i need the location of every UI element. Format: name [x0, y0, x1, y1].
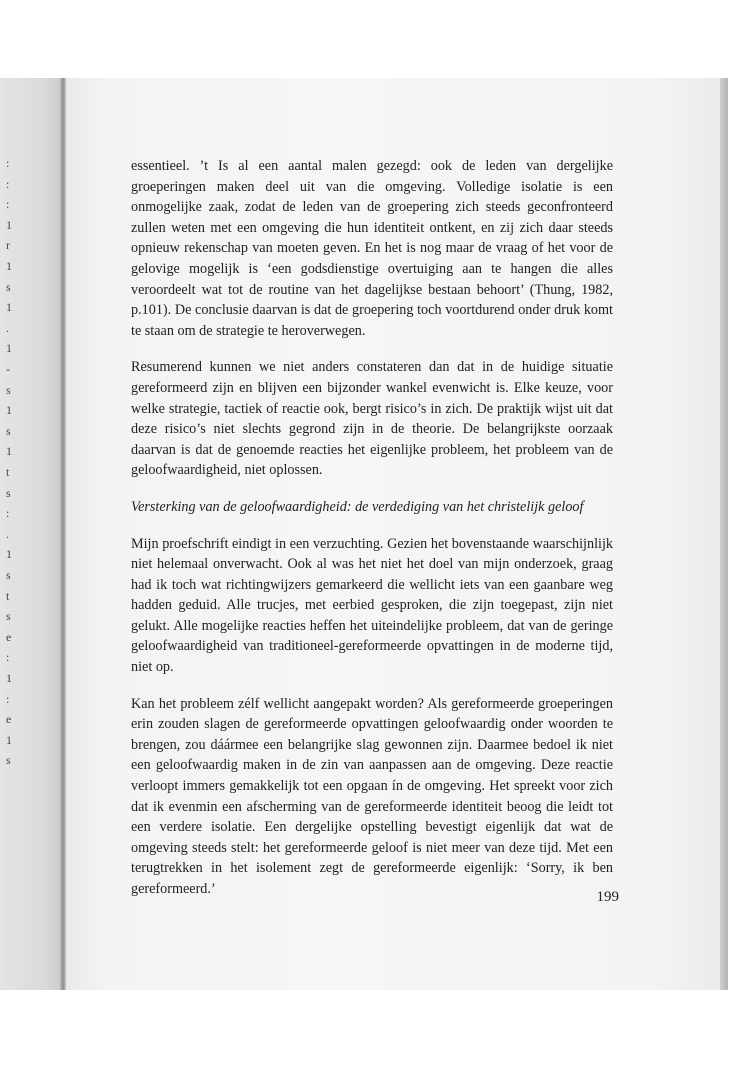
- paragraph: Mijn proefschrift eindigt in een verzuchting. Gezien het bovenstaande waarschijnlijk niet helemaal onverwacht. Ook al was het niet het doel van mijn onderzoek, graag had ik toch wat richtingwijzers gemarkeerd die wellicht iets van een gaanbare weg hadden geduid. Alle trucjes, met eerbied gesproken, die zijn toegepast, zijn niet gelukt. Alle mogelijke reacties heffen het uiteindelijke probleem, dat van de geringe geloofwaardigheid van traditioneel-gereformeerde opvattingen in de moderne tijd, niet op.: [131, 535, 613, 676]
- previous-page-glyph: 1: [6, 341, 12, 356]
- previous-page-glyph: -: [6, 362, 10, 376]
- previous-page-glyph: s: [6, 568, 11, 582]
- previous-page-glyph: 1: [6, 300, 12, 315]
- paragraph: essentieel. ’t Is al een aantal malen gezegd: ook de leden van dergelijke groeperingen maken deel uit van die omgeving. Volledige isolatie is een onmogelijke zaak, zodat de leden van de groepering zich steeds geconfronteerd zullen weten met een omgeving die hun identiteit ontkent, en zij zich daar steeds opnieuw rekenschap van moeten geven. En het is nog maar de vraag of het voor de gelovige mogelijk is ‘een godsdienstige overtuiging aan te hangen die alles veroordeelt wat tot de routine van het dagelijkse bestaan behoort’ (Thung, 1982, p.101). De conclusie daarvan is dat de groepering toch voortdurend onder druk komt te staan om de strategie te heroverwegen.: [131, 158, 613, 339]
- previous-page-glyph: e: [6, 712, 12, 727]
- section-heading: Versterking van de geloofwaardigheid: de verdediging van het christelijk geloof: [131, 498, 584, 515]
- previous-page-glyph: s: [6, 279, 11, 294]
- previous-page-glyph: s: [6, 423, 11, 438]
- previous-page-glyph: :: [6, 176, 10, 191]
- previous-page-glyph: 1: [6, 444, 12, 459]
- page-number: 199: [596, 889, 619, 905]
- previous-page-glyph: 1: [6, 547, 12, 562]
- previous-page-glyph: :: [6, 691, 10, 706]
- previous-page-glyph: e: [6, 629, 12, 644]
- previous-page-glyph: 1: [6, 403, 12, 418]
- previous-page-glyph: s: [6, 382, 11, 397]
- previous-page-glyph: 1: [6, 671, 12, 685]
- previous-page-glyph: :: [6, 506, 10, 521]
- paragraph: Kan het probleem zélf wellicht aangepakt worden? Als gereformeerde groeperingen erin zouden slagen de gereformeerde opvattingen geloofwaardig onder woorden te brengen, zou dáármee een belangrijke slag gewonnen zijn. Daarmee bedoel ik niet een geloofwaardig maken in de zin van aanpassen aan de omgeving. Deze reactie verloopt immers gemakkelijk tot een opgaan ín de omgeving. Het spreekt voor zich dat ik evenmin een afscherming van de gereformeerde identiteit beoog die leidt tot een verdere isolatie. Een dergelijke opstelling bevestigt eigenlijk dat wat de omgeving steeds stelt: het gereformeerde geloof is niet meer van deze tijd. Met een terugtrekken in het isolement zegt de gereformeerde eigenlijk: ‘Sorry, ik ben gereformeerd.’: [131, 695, 613, 897]
- previous-page-glyph: r: [6, 238, 10, 253]
- previous-page-glyph: 1: [6, 259, 12, 273]
- previous-page-glyph: s: [6, 485, 11, 500]
- paragraph: Resumerend kunnen we niet anders constateren dan dat in de huidige situatie gereformeerd zijn en blijven een bijzonder wankel evenwicht is. Elke keuze, voor welke strategie, tactiek of reactie ook, bergt risico’s in zich. De praktijk wijst uit dat deze risico’s niet slechts gegrond zijn in de theorie. De belangrijkste oorzaak daarvan is dat de genoemde reacties het eigenlijke probleem, het probleem van de geloofwaardigheid, niet oplossen.: [131, 359, 613, 479]
- previous-page-glyph: t: [6, 465, 10, 479]
- previous-page-glyph: s: [6, 753, 11, 768]
- page-edge-shadow: [720, 78, 728, 990]
- previous-page-glyph: .: [6, 526, 9, 541]
- previous-page-glyph: :: [6, 197, 10, 212]
- previous-page-glyph: :: [6, 650, 10, 665]
- previous-page-glyph: t: [6, 588, 10, 603]
- previous-page-glyph: 1: [6, 217, 12, 232]
- previous-page-glyph: 1: [6, 732, 12, 747]
- previous-page-glyph: s: [6, 609, 11, 624]
- previous-page-glyph: .: [6, 320, 9, 335]
- page-body: [131, 156, 613, 900]
- previous-page-glyph: :: [6, 156, 10, 170]
